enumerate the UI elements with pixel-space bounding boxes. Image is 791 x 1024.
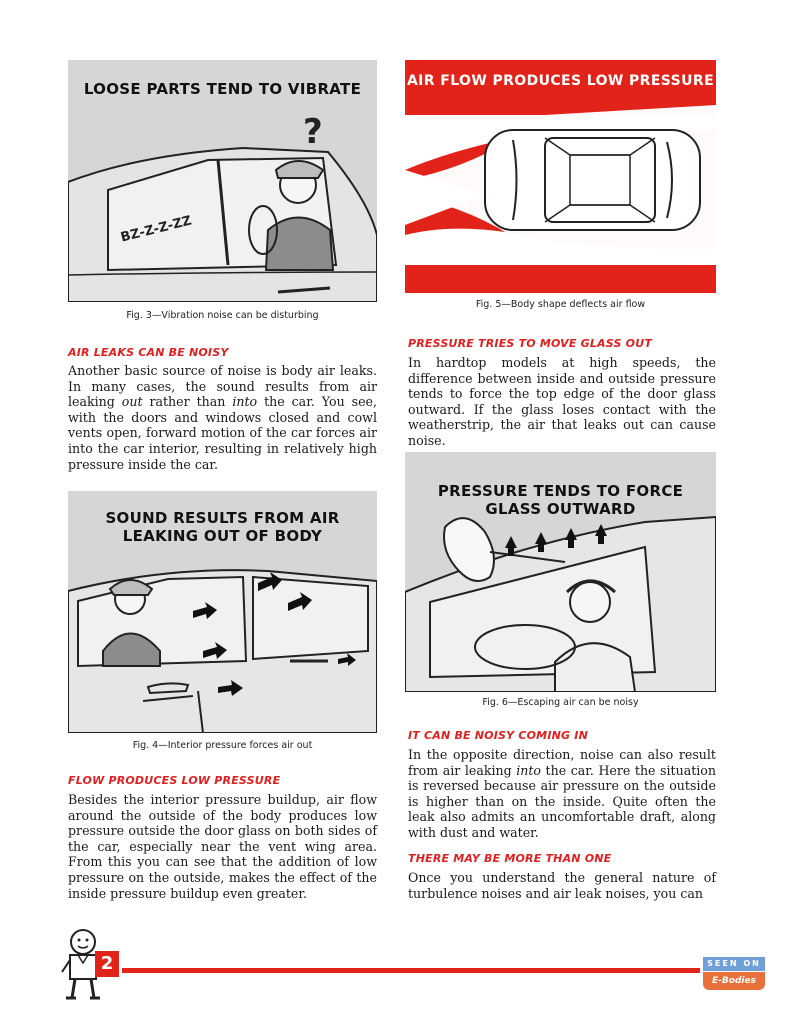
heading-air-leaks: AIR LEAKS CAN BE NOISY xyxy=(68,346,229,359)
paragraph-air-leaks xyxy=(68,363,377,472)
figure-6-caption: Fig. 6—Escaping air can be noisy xyxy=(482,697,639,708)
figure-6-title-line-2: GLASS OUTWARD xyxy=(485,500,636,518)
figure-6-illustration xyxy=(405,452,716,692)
figure-5-illustration xyxy=(405,60,716,293)
figure-4-title-line-1: SOUND RESULTS FROM AIR xyxy=(105,509,340,527)
figure-4-air-leaking xyxy=(68,491,377,733)
figure-3-question-mark: ? xyxy=(303,112,323,152)
seen-on-badge xyxy=(703,957,765,991)
heading-noisy-coming-in: IT CAN BE NOISY COMING IN xyxy=(408,729,588,742)
badge-top-text: SEEN ON xyxy=(703,957,765,971)
figure-6-title-line-1: PRESSURE TENDS TO FORCE xyxy=(437,482,684,500)
text-noisy-1: In the opposite direction, noise can also result from air leaking xyxy=(408,747,716,778)
figure-3-title: LOOSE PARTS TEND TO VIBRATE xyxy=(83,80,362,98)
paragraph-noisy-coming-in xyxy=(408,747,716,841)
emphasis-out: out xyxy=(121,394,143,410)
figure-3-caption: Fig. 3—Vibration noise can be disturbing xyxy=(126,310,319,321)
emphasis-into: into xyxy=(232,394,258,410)
figure-5-caption: Fig. 5—Body shape deflects air flow xyxy=(475,299,646,310)
figure-3-illustration xyxy=(68,60,377,302)
figure-3-vibration xyxy=(68,60,377,302)
text-noisy-2: the car. Here the situation is reversed because air pressure on the outside is higher than on the inside. Quite often the leak also admits an uncomfortable draft, along with dust and water. xyxy=(408,762,717,840)
emphasis-into-2: into xyxy=(516,762,541,778)
paragraph-pressure-glass: In hardtop models at high speeds, the difference between inside and outside pressure tends to force the top edge of the door glass outward. If the glass loses contact with the weatherstrip, the air that leaks out can cause noise. xyxy=(408,355,716,448)
badge-bottom-text: E-Bodies xyxy=(703,972,765,990)
text-air-leaks-2: rather than xyxy=(142,394,233,410)
footer-rule xyxy=(122,968,700,973)
heading-pressure-glass: PRESSURE TRIES TO MOVE GLASS OUT xyxy=(408,337,653,350)
text-air-leaks-1: Another basic source of noise is body air leaks. In many cases, the sound results from air leaking xyxy=(68,363,377,410)
figure-4-title-line-2: LEAKING OUT OF BODY xyxy=(122,527,323,545)
figure-4-caption: Fig. 4—Interior pressure forces air out xyxy=(132,740,313,751)
figure-5-title: AIR FLOW PRODUCES LOW PRESSURE xyxy=(406,73,715,89)
figure-4-illustration xyxy=(68,491,377,733)
figure-3-sound-text: BZ-Z-Z-ZZ xyxy=(119,213,194,246)
figure-5-airflow xyxy=(405,60,716,293)
text-air-leaks-3: the car. You see, with the doors and windows closed and cowl vents open, forward motion of the car forces air into the car interior, resulting in relatively high pressure inside the car. xyxy=(68,394,377,472)
page-number: 2 xyxy=(95,951,119,977)
figure-6-glass-outward xyxy=(405,452,716,692)
paragraph-more-than-one: Once you understand the general nature of turbulence noises and air leak noises, you can xyxy=(408,870,716,901)
heading-flow-low-pressure: FLOW PRODUCES LOW PRESSURE xyxy=(68,774,281,787)
paragraph-flow-low-pressure: Besides the interior pressure buildup, air flow around the outside of the body produces low pressure outside the door glass on both sides of the car, especially near the vent wing area. From this you can see that the addition of low pressure on the outside, makes the effect of the inside pressure buildup even greater. xyxy=(68,792,377,901)
heading-more-than-one: THERE MAY BE MORE THAN ONE xyxy=(408,852,612,865)
